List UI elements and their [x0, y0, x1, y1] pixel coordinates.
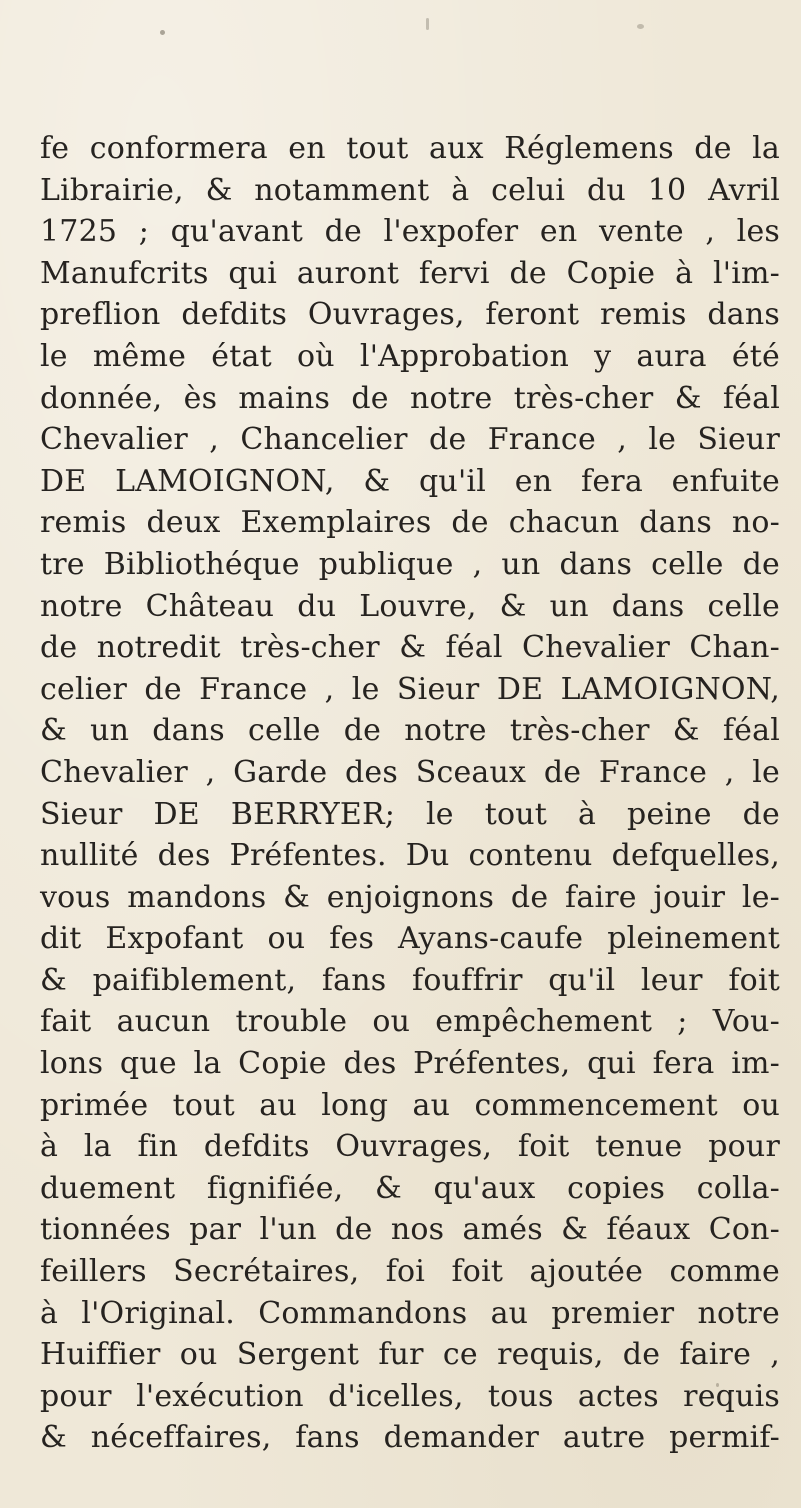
text-line: le même état où l'Approbation y aura été [40, 338, 780, 374]
paper-speck [160, 30, 165, 35]
text-line: lons que la Copie des Préfentes, qui fera im- [40, 1046, 780, 1082]
paper-speck [637, 24, 644, 29]
text-line: Chevalier , Garde des Sceaux de France , le [40, 754, 780, 790]
text-line: tionnées par l'un de nos amés & féaux Con- [40, 1212, 780, 1248]
text-line: & un dans celle de notre très-cher & féal [40, 713, 780, 749]
text-line: notre Château du Louvre, & un dans celle [40, 588, 780, 624]
text-line: remis deux Exemplaires de chacun dans no- [40, 505, 780, 541]
text-line: donnée, ès mains de notre très-cher & féal [40, 380, 780, 416]
text-line: à l'Original. Commandons au premier notre [40, 1295, 780, 1331]
paper-speck [426, 18, 429, 30]
text-line: feillers Secrétaires, foi foit ajoutée comme [40, 1254, 780, 1290]
text-line: Huiffier ou Sergent fur ce requis, de faire , [40, 1337, 780, 1373]
text-line: duement fignifiée, & qu'aux copies colla- [40, 1170, 780, 1206]
text-line: & néceffaires, fans demander autre permif- [40, 1420, 780, 1456]
text-line: Sieur DE BERRYER; le tout à peine de [40, 796, 780, 832]
text-line: Librairie, & notamment à celui du 10 Avril [40, 172, 780, 208]
text-line: Manufcrits qui auront fervi de Copie à l'im- [40, 255, 780, 291]
text-line: 1725 ; qu'avant de l'expofer en vente , les [40, 214, 780, 250]
text-line: de notredit très-cher & féal Chevalier Chan- [40, 630, 780, 666]
text-line: pour l'exécution d'icelles, tous actes requis [40, 1378, 780, 1414]
text-line: preflion defdits Ouvrages, feront remis dans [40, 297, 780, 333]
text-line: nullité des Préfentes. Du contenu defquelles, [40, 838, 780, 874]
text-line: fe conformera en tout aux Réglemens de la [40, 131, 780, 166]
text-line: DE LAMOIGNON, & qu'il en fera enfuite [40, 463, 780, 499]
text-line: à la fin defdits Ouvrages, foit tenue pour [40, 1129, 780, 1165]
text-line: fait aucun trouble ou empêchement ; Vou- [40, 1004, 780, 1040]
text-line: dit Expofant ou fes Ayans-caufe pleinement [40, 921, 780, 957]
text-line: tre Bibliothéque publique , un dans celle de [40, 546, 780, 582]
text-line: Chevalier , Chancelier de France , le Sieur [40, 422, 780, 458]
text-line: celier de France , le Sieur DE LAMOIGNON, [40, 671, 780, 707]
text-line: primée tout au long au commencement ou [40, 1087, 780, 1123]
text-line: vous mandons & enjoignons de faire jouir le- [40, 879, 780, 915]
printed-text-block [40, 128, 780, 1459]
text-line: & paifiblement, fans fouffrir qu'il leur foit [40, 962, 780, 998]
